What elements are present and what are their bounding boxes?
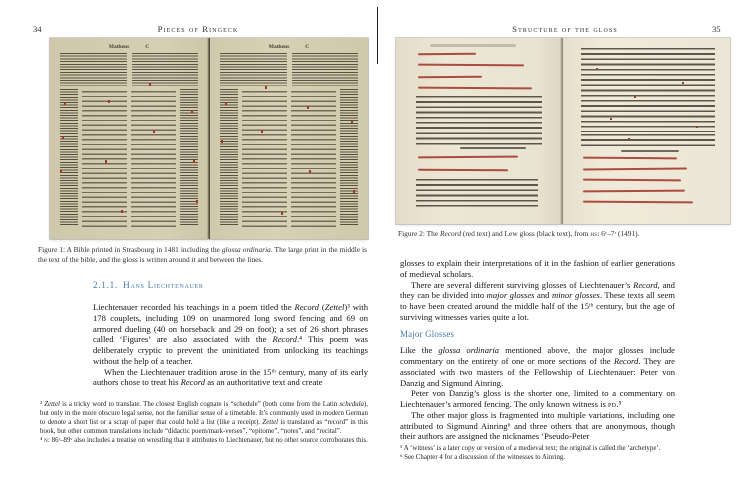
gloss-column: [220, 89, 238, 227]
section-heading-hans-liechtenauer: 2.1.1. Hans Liechtenauer: [93, 280, 204, 290]
subheading-major-glosses: Major Glosses: [400, 328, 455, 339]
gloss-text-block: [416, 96, 542, 146]
gloss-column: [340, 89, 358, 227]
paragraph: Peter von Danzig’s gloss is the shorter one, limited to a commentary on Liechtenauer’s armored fencing. The only known witness is pd.⁵: [400, 388, 675, 409]
paragraph: The other major gloss is fragmented into multiple variations, including one attributed to Sigmund Ainring⁶ and three others that are anonymous, though their authors are assigned the nicknames ‘Pseudo-Peter: [400, 409, 675, 442]
gloss-text-block: [581, 48, 715, 132]
fig1-right-leaf: [210, 38, 368, 239]
paragraph: Liechtenauer recorded his teachings in a poem titled the Record (Zettel)³ with 178 couplets, including 109 on unarmored long sword fencing and 69 on armored dueling (40 on horseback and 29 on foot); a set of 26 short phrases called ‘Figures’ are also associated with the Record.⁴ This poem was deliberately cryptic to prevent the uninitiated from unlocking its teachings without the help of a teacher.: [93, 302, 368, 366]
fig2-left-leaf: [396, 38, 561, 224]
record-verse-line: [418, 53, 476, 56]
fig2-right-leaf: [563, 38, 730, 224]
paragraph: glosses to explain their interpretations of it in the fashion of earlier generations of medieval scholars.: [400, 258, 675, 279]
gloss-text-block: [60, 53, 127, 86]
record-verse-line: [418, 64, 524, 67]
record-verse-line: [583, 157, 677, 160]
fig1-running-title: Matheus: [268, 44, 290, 50]
fig1-right-leaf-header: [217, 44, 361, 50]
gloss-text-block: [132, 53, 199, 86]
faint-marginal-note: [430, 44, 516, 47]
gloss-column: [180, 89, 198, 227]
right-page-number: 35: [712, 24, 721, 34]
gloss-column: [60, 89, 78, 227]
fig1-chapter-mark: C: [145, 44, 150, 50]
gloss-text-block: [416, 179, 538, 209]
fig1-left-leaf: [50, 38, 208, 239]
fig1-text-columns: [220, 89, 358, 227]
fig1-gloss-top-band: [220, 53, 358, 86]
bible-text-column: [291, 91, 336, 227]
gloss-text-block: [220, 53, 287, 86]
right-running-header: Structure of the gloss: [512, 24, 618, 34]
bible-text-column: [131, 91, 176, 227]
figure2-caption: Figure 2: The Record (red text) and Lew gloss (black text), from hs: 6ᵛ–7ʳ (1491).: [398, 229, 640, 238]
record-verse-line: [418, 87, 532, 90]
footnote-5: ⁵ A ‘witness’ is a later copy or version of a medieval text; the original is called the ‘archetype’.: [400, 445, 661, 452]
paragraph: When the Liechtenauer tradition arose in the 15ᵗʰ century, many of its early authors chose to treat his Record as an authoritative text and create: [93, 366, 368, 388]
gloss-text-line: [460, 147, 526, 149]
gloss-text-block: [581, 134, 715, 148]
fig1-gloss-top-band: [60, 53, 198, 86]
bible-text-column: [242, 91, 287, 227]
footnote-6: ⁶ See Chapter 4 for a discussion of the witnesses to Ainring.: [400, 454, 566, 462]
figure1-caption: Figure 1: A Bible printed in Strasbourg in 1481 including the glossa ordinaria. The large print in the middle is the text of the bible, and the gloss is written around it and between the lines.: [38, 245, 367, 264]
fig1-left-leaf-header: [57, 44, 201, 50]
record-verse-line: [418, 76, 482, 79]
record-verse-line: [418, 156, 518, 159]
figure1-bible-photo: [50, 38, 368, 239]
bible-text-column: [82, 91, 127, 227]
left-page-number: 34: [33, 24, 42, 34]
left-footnotes: [40, 400, 368, 445]
left-body-text: [93, 302, 368, 388]
fig1-chapter-mark: C: [305, 44, 310, 50]
page-divider-mark: [377, 7, 378, 64]
record-verse-line: [583, 201, 693, 204]
record-verse-line: [583, 168, 687, 171]
footnote-3: ³ Zettel is a tricky word to translate. The closest English cognate is “schedule” (both come from the Latin schedula), but only in the more obscure legal sense, not the familiar sense of a timetable. It’s commonly used in modern German to denote a short list or a scrap of paper that could hold a list (like a receipt). Zettel is translated as “record” in this book, but other common translations include “didactic poem/mark-verses”, “epitome”, “notes”, and “recital”.: [40, 401, 368, 436]
figure2-manuscript-photo: [396, 38, 730, 224]
fig1-running-title: Matheus: [108, 44, 130, 50]
paragraph: There are several different surviving glosses of Liechtenauer’s Record, and they can be divided into major glosses and minor glosses. These texts all seem to have been created around the middle half of the 15ᵗʰ century, but the age of surviving witnesses varies quite a lot.: [400, 279, 675, 322]
record-verse-line: [583, 179, 681, 182]
right-footnotes: [400, 444, 706, 462]
fig1-text-columns: [60, 89, 198, 227]
footnote-4: ⁴ n: 86ʳ–89ᵛ also includes a treatise on wrestling that it attributes to Liechtenauer, but no other source corroborates this.: [40, 437, 368, 445]
paragraph: Like the glossa ordinaria mentioned above, the major glosses include commentary on the entirety of one or more sections of the Record. They are associated with two masters of the Fellowship of Liechtenauer: Peter von Danzig and Sigmund Ainring.: [400, 345, 675, 388]
gloss-text-line: [621, 150, 679, 152]
record-verse-line: [583, 190, 685, 193]
record-verse-line: [418, 169, 508, 172]
right-body-text: [400, 258, 675, 442]
left-running-header: Pieces of Ringeck: [157, 24, 239, 34]
gloss-text-block: [292, 53, 359, 86]
